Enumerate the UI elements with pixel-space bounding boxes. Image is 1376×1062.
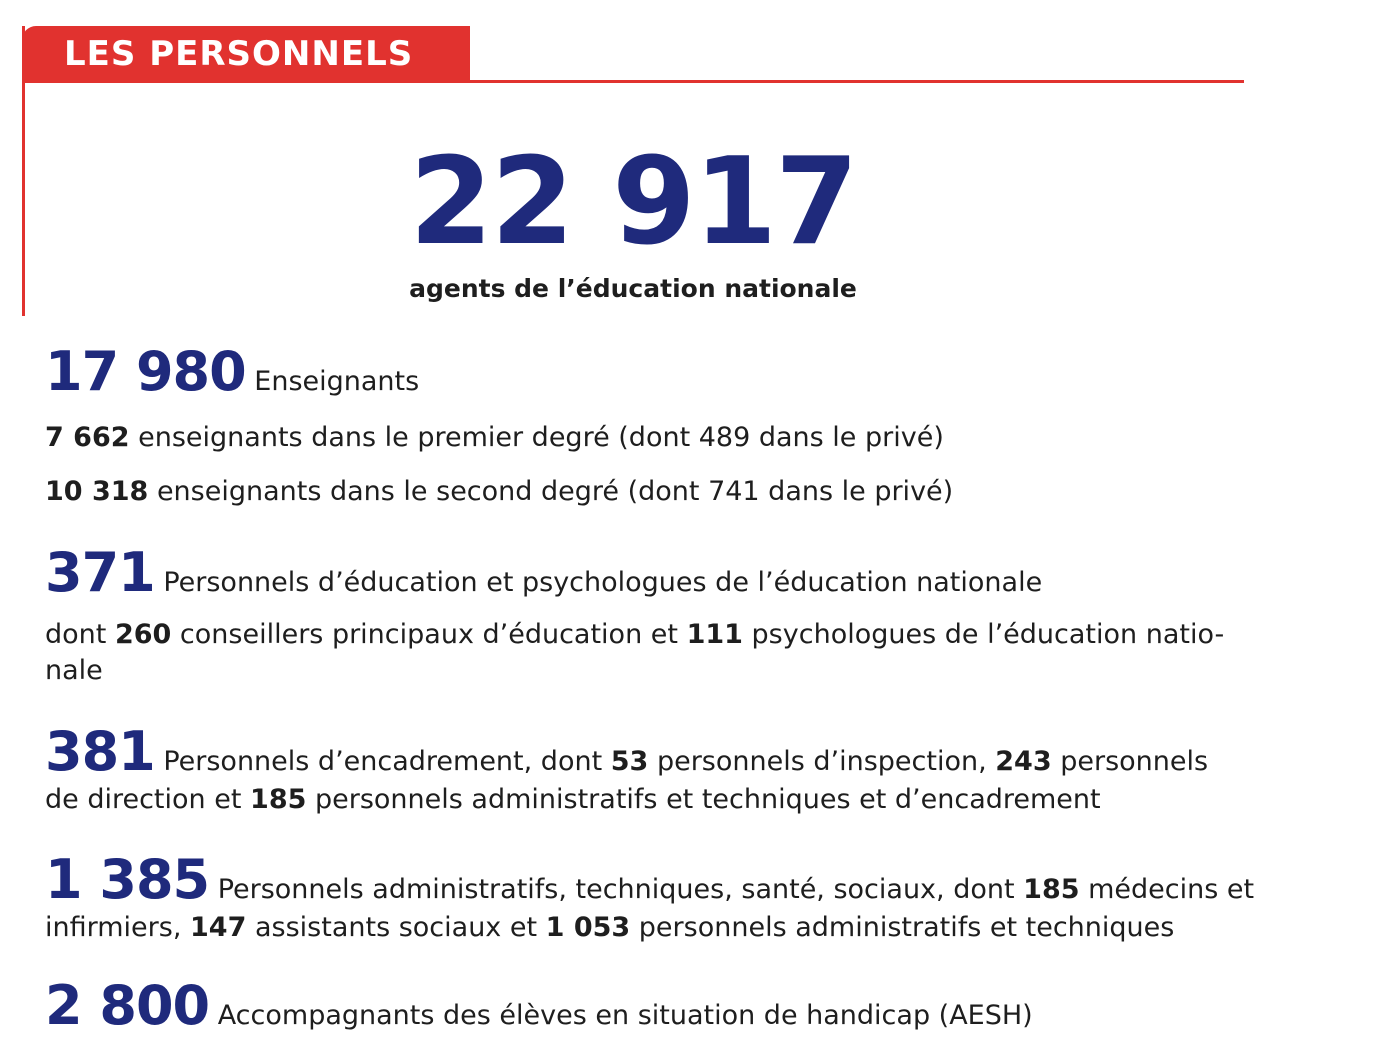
enseignants-heading (45, 342, 1335, 402)
education-section (45, 543, 1335, 689)
education-detail-prefix: dont (45, 619, 107, 650)
psy-text: psychologues de l’éducation natio- (751, 619, 1225, 650)
education-label: Personnels d’éducation et psychologues de l’éducation nationale (163, 567, 1043, 598)
enseignants-section (45, 342, 1335, 510)
medecins-text: médecins et (1088, 874, 1255, 905)
sociaux-number: 147 (190, 912, 247, 943)
atss-paragraph (45, 850, 1335, 946)
section-tab (22, 26, 470, 82)
atss-section (45, 850, 1335, 946)
encadrement-admin-text: personnels administratifs et techniques et d’encadrement (315, 784, 1101, 815)
direction-text: personnels (1060, 746, 1209, 777)
second-degre-number: 10 318 (45, 476, 149, 507)
education-number: 371 (45, 541, 155, 604)
inspection-text: personnels d’inspection, (656, 746, 987, 777)
education-detail (45, 617, 1335, 689)
premier-degre-number: 7 662 (45, 422, 130, 453)
encadrement-label: Personnels d’encadrement, dont (163, 746, 603, 777)
enseignants-number: 17 980 (45, 340, 246, 403)
second-degre-text: enseignants dans le second degré (dont 741 dans le privé) (156, 476, 954, 507)
aesh-number: 2 800 (45, 974, 210, 1037)
premier-degre-text: enseignants dans le premier degré (dont 489 dans le privé) (138, 422, 944, 453)
cpe-number: 260 (114, 619, 172, 650)
enseignants-label: Enseignants (254, 366, 420, 397)
second-degre-line (45, 474, 1335, 510)
encadrement-paragraph (45, 722, 1335, 818)
atss-number: 1 385 (45, 848, 210, 911)
encadrement-number: 381 (45, 720, 155, 783)
direction-number: 243 (995, 746, 1052, 777)
total-agents-number: 22 917 (409, 133, 857, 272)
psy-text-continued: nale (45, 655, 103, 686)
psy-number: 111 (686, 619, 743, 650)
section-tab-label: LES PERSONNELS (64, 34, 414, 74)
medecins-text-continued: infirmiers, (45, 912, 182, 943)
direction-text-continued: de direction et (45, 784, 242, 815)
medecins-number: 185 (1023, 874, 1080, 905)
aesh-section (45, 976, 1335, 1036)
encadrement-section (45, 722, 1335, 818)
education-heading (45, 543, 1335, 603)
total-agents-label: agents de l’éducation nationale (409, 274, 857, 303)
atss-admin-text: personnels administratifs et techniques (638, 912, 1175, 943)
aesh-heading (45, 976, 1335, 1036)
atss-label: Personnels administratifs, techniques, santé, sociaux, dont (217, 874, 1015, 905)
inspection-number: 53 (610, 746, 649, 777)
aesh-label: Accompagnants des élèves en situation de handicap (AESH) (217, 1000, 1033, 1031)
sociaux-text: assistants sociaux et (254, 912, 538, 943)
atss-admin-number: 1 053 (545, 912, 631, 943)
cpe-text: conseillers principaux d’éducation et (179, 619, 678, 650)
premier-degre-line (45, 420, 1335, 456)
encadrement-admin-number: 185 (250, 784, 307, 815)
header-rule (22, 80, 1244, 83)
